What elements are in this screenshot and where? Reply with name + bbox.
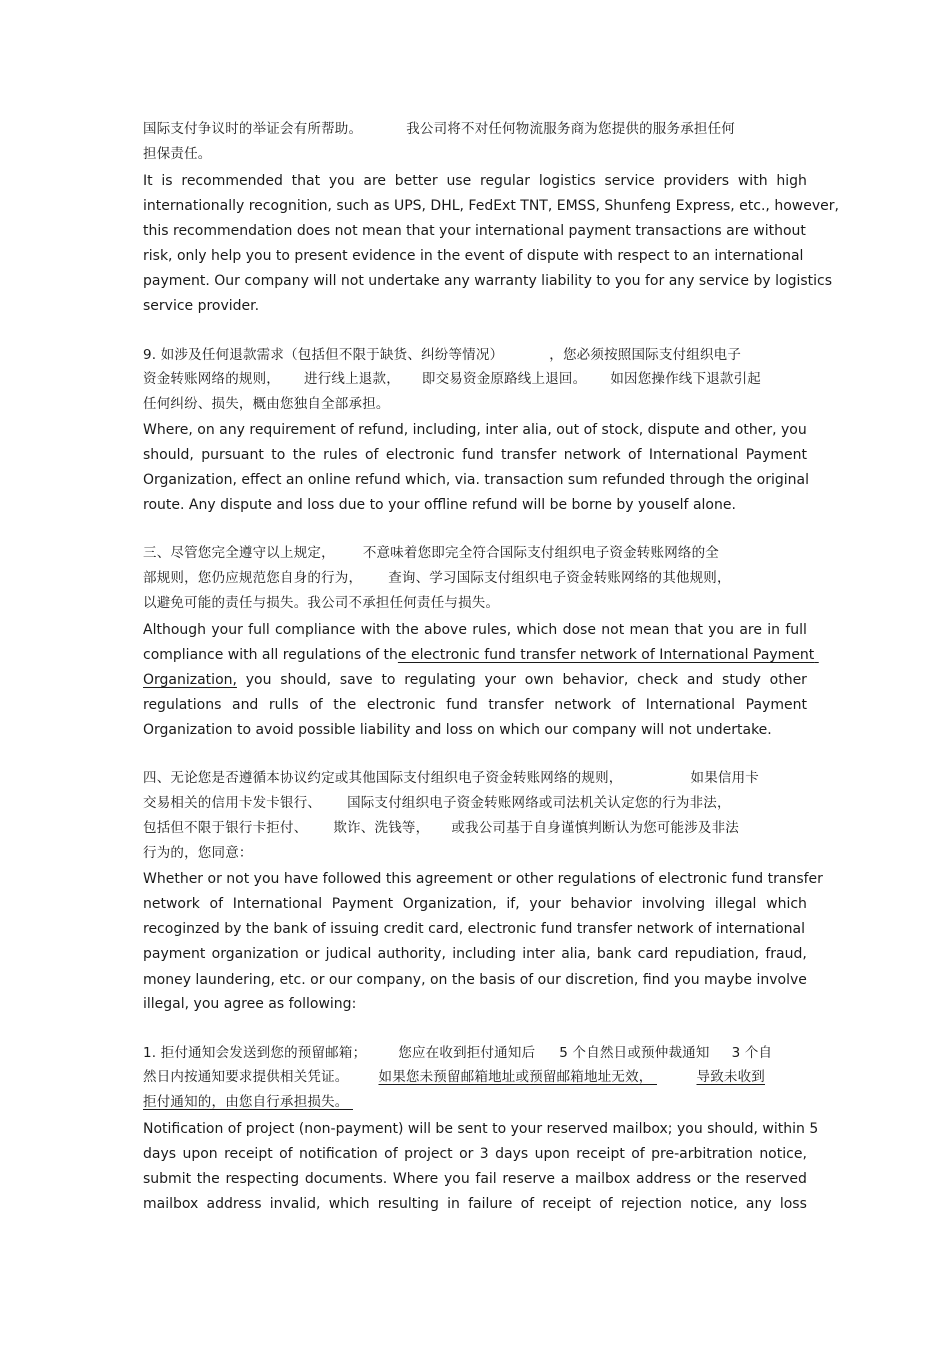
word: to [271, 447, 286, 463]
text-segment: 1. 拒付通知会发送到您的预留邮箱； [143, 1045, 367, 1061]
paragraph-line: risk, only help you to present evidence in the event of dispute with respect to an international [143, 248, 804, 264]
text-segment: 9. 如涉及任何退款需求（包括但不限于缺货、纠纷等情况） [143, 347, 504, 363]
word: to [381, 672, 396, 688]
word: mailbox [574, 1171, 631, 1187]
word: use [446, 173, 472, 189]
word: regulations [143, 697, 222, 713]
text-segment: ，您必须按照国际支付组织电子 [549, 347, 742, 363]
word: the [196, 1171, 220, 1187]
word: which [328, 1196, 370, 1212]
word: network [554, 697, 612, 713]
word: full [785, 622, 807, 638]
text-segment: 进行线上退款， [304, 371, 400, 387]
word: transfer [488, 697, 544, 713]
word: your [529, 896, 561, 912]
word: reserved [745, 1171, 807, 1187]
word: or [305, 946, 320, 962]
word: Payment [331, 896, 394, 912]
paragraph-line [143, 1044, 772, 1062]
word: bank [596, 946, 632, 962]
paragraph-line: internationally recognition, such as UPS, DHL, FedExt TNT, EMSS, Shunfeng Express, etc., however, [143, 198, 839, 214]
text-segment: 三、尽管您完全遵守以上规定， [143, 545, 335, 561]
word: of [631, 1146, 645, 1162]
word: that [291, 173, 321, 189]
word: alia, [561, 946, 591, 962]
word: of [364, 447, 379, 463]
underlined-text: e electronic fund transfer network of International Payment [397, 647, 815, 663]
word: logistics [538, 173, 596, 189]
word: any [745, 1196, 772, 1212]
paragraph-line [143, 370, 761, 388]
word: notice, [759, 1146, 807, 1162]
justified-line [143, 621, 807, 639]
word: rules [323, 447, 358, 463]
word: above [424, 622, 467, 638]
justified-line [143, 446, 807, 464]
word: Payment [745, 697, 807, 713]
word: and [231, 697, 259, 713]
text-segment: 我公司将不对任何物流服务商为您提供的服务承担任何 [406, 121, 736, 137]
paragraph-line [143, 346, 741, 364]
word: submit [143, 1171, 192, 1187]
paragraph-line: 以避免可能的责任与损失。我公司不承担任何责任与损失。 [143, 595, 500, 611]
word: organization [211, 946, 299, 962]
paragraph-line [143, 569, 731, 587]
word: own [524, 672, 554, 688]
word: which [516, 622, 558, 638]
text-segment: 您应在收到拒付通知后 [398, 1045, 536, 1061]
word: with [360, 622, 391, 638]
underline-blank [814, 646, 854, 664]
word: or [459, 1146, 474, 1162]
word: of [628, 447, 642, 463]
word: inter [522, 946, 555, 962]
underlined-text: 导致未收到 [696, 1069, 765, 1085]
paragraph-line: Organization to avoid possible liability and loss on which our company will not undertake. [143, 722, 772, 738]
word: study [722, 672, 761, 688]
text-segment: 欺诈、洗钱等， [333, 820, 430, 836]
word: invalid, [269, 1196, 321, 1212]
word: payment [143, 946, 206, 962]
text-segment: 5 个自然日或预仲裁通知 [559, 1045, 710, 1061]
paragraph-line: illegal, you agree as following: [143, 996, 357, 1012]
word: regular [480, 173, 531, 189]
word: of [209, 896, 224, 912]
paragraph-line [143, 1093, 379, 1111]
word: pursuant [201, 447, 264, 463]
word: days [143, 1146, 177, 1162]
paragraph-line [143, 120, 735, 138]
word: providers [663, 173, 730, 189]
word: failure [468, 1196, 513, 1212]
word: involving [641, 896, 706, 912]
word: Although [143, 622, 207, 638]
word: receipt [576, 1146, 625, 1162]
text-segment: compliance with all regulations of th [143, 647, 398, 663]
text-segment: 如因您操作线下退款引起 [610, 371, 762, 387]
paragraph-line [143, 1068, 765, 1086]
word: Organization, [402, 896, 497, 912]
word: better [394, 173, 438, 189]
word: you [245, 672, 272, 688]
text-segment: 不意味着您即完全符合国际支付组织电子资金转账网络的全 [362, 545, 720, 561]
word: in [447, 1196, 460, 1212]
word: should, [280, 672, 332, 688]
word: not [601, 622, 625, 638]
word: loss [779, 1196, 807, 1212]
paragraph-line: money laundering, etc. or our company, on the basis of our discretion, find you maybe involve [143, 972, 807, 988]
text-segment: 国际支付争议时的举证会有所帮助。 [143, 121, 363, 137]
word: respecting [225, 1171, 300, 1187]
word: including [452, 946, 516, 962]
word: of [599, 1196, 613, 1212]
word: upon [534, 1146, 570, 1162]
paragraph-line [143, 544, 719, 562]
word: judical [325, 946, 372, 962]
word: rulls [268, 697, 299, 713]
word: with [737, 173, 768, 189]
word: International [648, 447, 739, 463]
paragraph-line [143, 819, 739, 837]
paragraph-line [143, 769, 759, 787]
word: Payment [745, 447, 807, 463]
text-segment: 包括但不限于银行卡拒付、 [143, 820, 308, 836]
word: is [161, 173, 173, 189]
word: your [211, 622, 243, 638]
word: Where [392, 1171, 439, 1187]
justified-line [143, 1170, 807, 1188]
justified-line [143, 945, 807, 963]
justified-line [143, 696, 807, 714]
word: notification [299, 1146, 378, 1162]
paragraph-line: route. Any dispute and loss due to your offline refund will be borne by youself alone. [143, 497, 736, 513]
underlined-text: 如果您未预留邮箱地址或预留邮箱地址无效， [378, 1069, 653, 1085]
text-segment: 四、无论您是否遵循本协议约定或其他国际支付组织电子资金转账网络的规则， [143, 770, 623, 786]
word: documents. [304, 1171, 388, 1187]
justified-line [143, 671, 807, 689]
paragraph-line: payment. Our company will not undertake any warranty liability to you for any service by logistics [143, 273, 833, 289]
text-segment: 即交易资金原路线上退回。 [421, 371, 587, 387]
justified-line [143, 1145, 807, 1163]
word: the [395, 622, 419, 638]
word: network [143, 896, 200, 912]
word: a [560, 1171, 570, 1187]
word: are [739, 622, 762, 638]
word: other [769, 672, 807, 688]
word: the [333, 697, 357, 713]
word: notice, [690, 1196, 738, 1212]
word: service [604, 173, 655, 189]
text-segment: 国际支付组织电子资金转账网络或司法机关认定您的行为非法， [347, 795, 731, 811]
word: International [645, 697, 736, 713]
paragraph-line: recoginzed by the bank of issuing credit card, electronic fund transfer network of international [143, 921, 805, 937]
word: you [708, 622, 734, 638]
text-segment: 3 个自 [731, 1045, 773, 1061]
word: address [206, 1196, 262, 1212]
word: check [637, 672, 679, 688]
word: behavior [570, 896, 632, 912]
paragraph-line [143, 794, 731, 812]
word: that [674, 622, 703, 638]
word: reserve [502, 1171, 556, 1187]
paragraph-line: Notification of project (non-payment) will be sent to your reserved mailbox; you should, within 5 [143, 1121, 819, 1137]
paragraph-line: 行为的，您同意： [143, 845, 253, 861]
word: resulting [377, 1196, 439, 1212]
word: high [776, 173, 807, 189]
word: the [716, 1171, 740, 1187]
text-segment: 交易相关的信用卡发卡银行、 [143, 795, 322, 811]
word: fund [462, 447, 494, 463]
paragraph-line: 担保责任。 [143, 146, 212, 162]
word: of [520, 1196, 535, 1212]
word: days [495, 1146, 529, 1162]
justified-line [143, 1195, 807, 1213]
text-segment: 资金转账网络的规则， [143, 371, 280, 387]
underlined-text: 拒付通知的，由您自行承担损失。 [143, 1094, 349, 1110]
word: compliance [275, 622, 356, 638]
word: pre-arbitration [651, 1146, 753, 1162]
word: and [686, 672, 714, 688]
word: mailbox [143, 1196, 199, 1212]
word: recommended [181, 173, 283, 189]
word: which [766, 896, 807, 912]
word: rules, [472, 622, 512, 638]
word: full [248, 622, 270, 638]
word: your [484, 672, 516, 688]
word: network [563, 447, 621, 463]
word: 3 [479, 1146, 489, 1162]
word: you [443, 1171, 470, 1187]
word: project [404, 1146, 453, 1162]
word: of [384, 1146, 398, 1162]
word: of [621, 697, 636, 713]
word: mean [629, 622, 670, 638]
word: address [635, 1171, 691, 1187]
word: or [696, 1171, 712, 1187]
word: upon [182, 1146, 218, 1162]
text-segment: 然日内按通知要求提供相关凭证。 [143, 1069, 349, 1085]
word: fail [475, 1171, 497, 1187]
text-segment: 部规则，您仍应规范您自身的行为， [143, 570, 363, 586]
word: dose [562, 622, 596, 638]
word: It [143, 173, 153, 189]
word: regulating [404, 672, 476, 688]
word: authority, [377, 946, 446, 962]
word: repudiation, [674, 946, 760, 962]
paragraph-line: service provider. [143, 298, 260, 314]
word: behavior, [562, 672, 629, 688]
word: electronic [385, 447, 455, 463]
underlined-text: Organization, [143, 672, 237, 688]
word: International [232, 896, 323, 912]
text-segment: 或我公司基于自身谨慎判断认为您可能涉及非法 [451, 820, 740, 836]
word: transfer [501, 447, 557, 463]
justified-line [143, 172, 807, 190]
word: fraud, [765, 946, 807, 962]
word: illegal [714, 896, 757, 912]
word: in [767, 622, 781, 638]
justified-line [143, 895, 807, 913]
paragraph-line: this recommendation does not mean that your international payment transactions are without [143, 223, 806, 239]
text-segment: 查询、学习国际支付组织电子资金转账网络的其他规则， [388, 570, 731, 586]
paragraph-line: Organization, effect an online refund which, via. transaction sum refunded through the original [143, 472, 809, 488]
word: if, [506, 896, 520, 912]
paragraph-line: 任何纠纷、损失，概由您独自全部承担。 [143, 396, 390, 412]
word: of [309, 697, 323, 713]
paragraph-line: Whether or not you have followed this agreement or other regulations of electronic fund transfer [143, 871, 823, 887]
word: you [328, 173, 355, 189]
text-segment: 如果信用卡 [690, 770, 759, 786]
word: receipt [224, 1146, 273, 1162]
word: card [637, 946, 669, 962]
word: fund [446, 697, 478, 713]
paragraph-line [143, 646, 854, 664]
word: receipt [542, 1196, 591, 1212]
word: rejection [620, 1196, 682, 1212]
word: save [339, 672, 373, 688]
word: should, [143, 447, 194, 463]
word: the [292, 447, 316, 463]
word: of [279, 1146, 293, 1162]
paragraph-line: Where, on any requirement of refund, including, inter alia, out of stock, dispute and other, you [143, 422, 807, 438]
word: are [363, 173, 387, 189]
word: electronic [366, 697, 436, 713]
